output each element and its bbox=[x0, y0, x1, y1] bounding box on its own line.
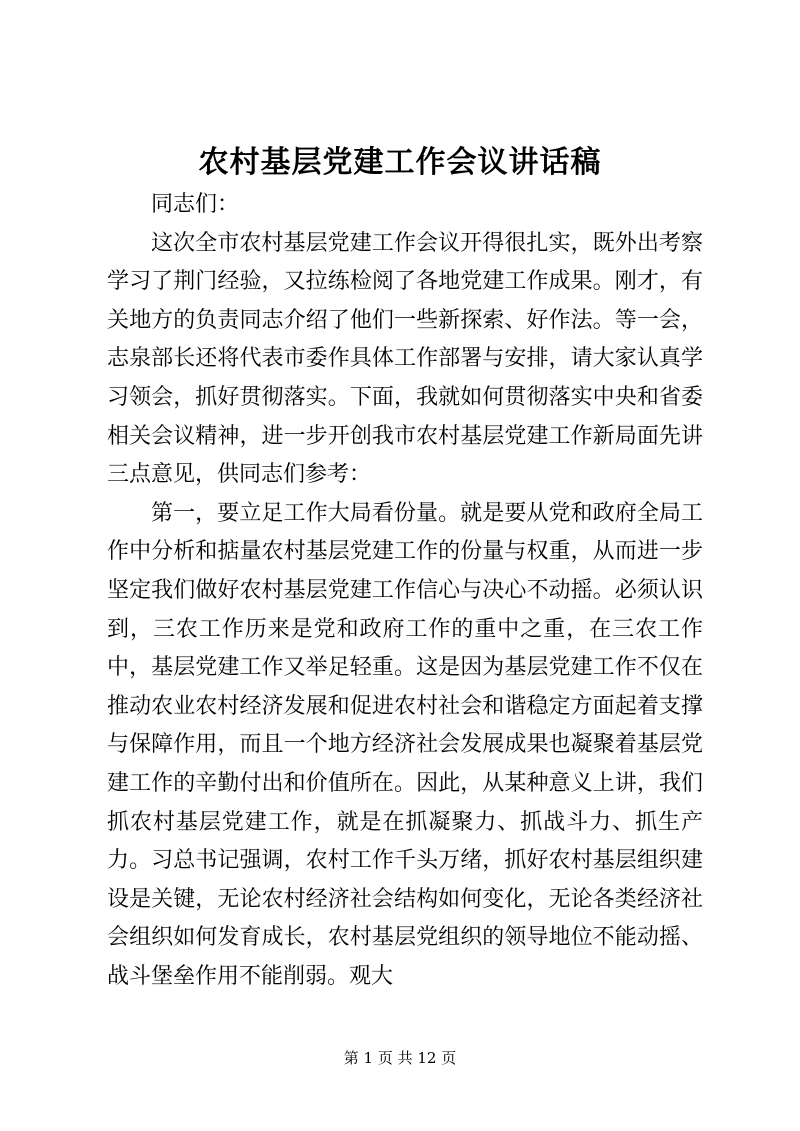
document-title: 农村基层党建工作会议讲话稿 bbox=[198, 145, 602, 180]
page-number-footer: 第 1 页 共 12 页 bbox=[343, 1049, 457, 1067]
document-body bbox=[107, 186, 703, 996]
paragraph-intro: 这次全市农村基层党建工作会议开得很扎实，既外出考察学习了荆门经验，又拉练检阅了各地党建工作成果。刚才，有关地方的负责同志介绍了他们一些新探索、好作法。等一会，志泉部长还将代表市委作具体工作部署与安排，请大家认真学习领会，抓好贯彻落实。下面，我就如何贯彻落实中央和省委相关会议精神，进一步开创我市农村基层党建工作新局面先讲三点意见，供同志们参考： bbox=[107, 230, 703, 488]
salutation: 同志们： bbox=[151, 192, 240, 217]
paragraph-point-one: 第一，要立足工作大局看份量。就是要从党和政府全局工作中分析和掂量农村基层党建工作的份量与权重，从而进一步坚定我们做好农村基层党建工作信心与决心不动摇。必须认识到，三农工作历来是党和政府工作的重中之重，在三农工作中，基层党建工作又举足轻重。这是因为基层党建工作不仅在推动农业农村经济发展和促进农村社会和谐稳定方面起着支撑与保障作用，而且一个地方经济社会发展成果也凝聚着基层党建工作的辛勤付出和价值所在。因此，从某种意义上讲，我们抓农村基层党建工作，就是在抓凝聚力、抓战斗力、抓生产力。习总书记强调，农村工作千头万绪，抓好农村基层组织建设是关键，无论农村经济社会结构如何变化，无论各类经济社会组织如何发育成长，农村基层党组织的领导地位不能动摇、战斗堡垒作用不能削弱。观大 bbox=[107, 500, 703, 989]
